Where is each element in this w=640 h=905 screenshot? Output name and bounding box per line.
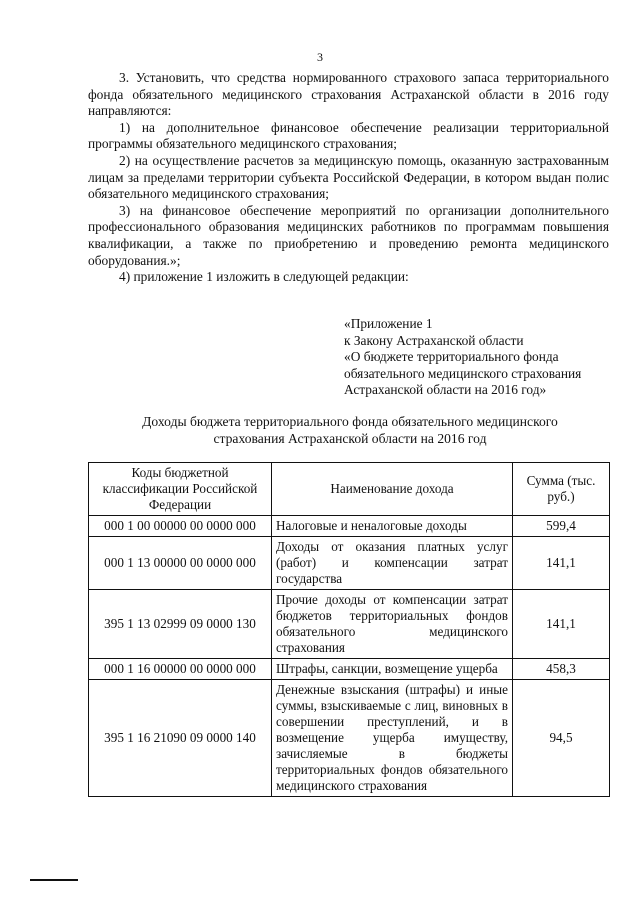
cell-code: 000 1 00 00000 00 0000 000	[89, 516, 272, 537]
cell-name: Прочие доходы от компенсации затрат бюджетов территориальных фондов обязательного медицинского страхования	[272, 590, 513, 659]
paragraph-item-3: 3) на финансовое обеспечение мероприятий по организации дополнительного профессионального образования медицинских работников по программам повышения квалификации, а также по приобретению и проведению ремонта медицинского оборудования.»;	[88, 202, 609, 268]
body-text	[88, 70, 609, 286]
cell-code: 395 1 16 21090 09 0000 140	[89, 680, 272, 797]
cell-sum: 141,1	[513, 590, 610, 659]
table-row	[89, 680, 610, 797]
table-title-line: Доходы бюджета территориального фонда обязательного медицинского	[142, 414, 558, 429]
cell-code: 000 1 16 00000 00 0000 000	[89, 659, 272, 680]
table-row	[89, 590, 610, 659]
table-row	[89, 659, 610, 680]
paragraph-3: 3. Установить, что средства нормированного страхового запаса территориального фонда обязательного медицинского страхования Астраханской области в 2016 году направляются:	[88, 70, 609, 119]
header-code: Коды бюджетной классификации Российской Федерации	[89, 463, 272, 516]
cell-code: 000 1 13 00000 00 0000 000	[89, 537, 272, 590]
page-number: 3	[317, 50, 323, 64]
cell-name: Доходы от оказания платных услуг (работ) и компенсации затрат государства	[272, 537, 513, 590]
table-row	[89, 516, 610, 537]
cell-name: Денежные взыскания (штрафы) и иные суммы, взыскиваемые с лиц, виновных в совершении преступлений, и в возмещение ущерба имуществу, зачисляемые в бюджеты территориальных фондов обязательного медицинского страхования	[272, 680, 513, 797]
paragraph-item-2: 2) на осуществление расчетов за медицинскую помощь, оказанную застрахованным лицам за пределами территории субъекта Российской Федерации, в котором выдан полис обязательного медицинского страхования;	[88, 152, 609, 202]
cell-sum: 94,5	[513, 680, 610, 797]
cell-sum: 458,3	[513, 659, 610, 680]
appendix-line: к Закону Астраханской области	[344, 332, 524, 348]
cell-sum: 599,4	[513, 516, 610, 537]
paragraph-item-4: 4) приложение 1 изложить в следующей редакции:	[119, 269, 409, 285]
table-title-line: страхования Астраханской области на 2016 год	[213, 430, 487, 446]
cell-name: Штрафы, санкции, возмещение ущерба	[272, 659, 513, 680]
appendix-line: «О бюджете территориального фонда	[344, 349, 559, 365]
cell-sum: 141,1	[513, 537, 610, 590]
cell-code: 395 1 13 02999 09 0000 130	[89, 590, 272, 659]
appendix-line: Астраханской области на 2016 год»	[344, 382, 547, 398]
table-row	[89, 537, 610, 590]
appendix-line: обязательного медицинского страхования	[344, 365, 582, 381]
header-sum: Сумма (тыс. руб.)	[513, 463, 610, 516]
header-name: Наименование дохода	[272, 463, 513, 516]
table-header-row	[89, 463, 610, 516]
paragraph-item-1: 1) на дополнительное финансовое обеспечение реализации территориальной программы обязательного медицинского страхования;	[88, 119, 609, 152]
footer-divider	[30, 879, 78, 881]
table-title	[90, 414, 610, 447]
cell-name: Налоговые и неналоговые доходы	[272, 516, 513, 537]
appendix-heading	[344, 316, 614, 399]
income-table	[88, 462, 610, 797]
appendix-line: «Приложение 1	[344, 316, 433, 331]
